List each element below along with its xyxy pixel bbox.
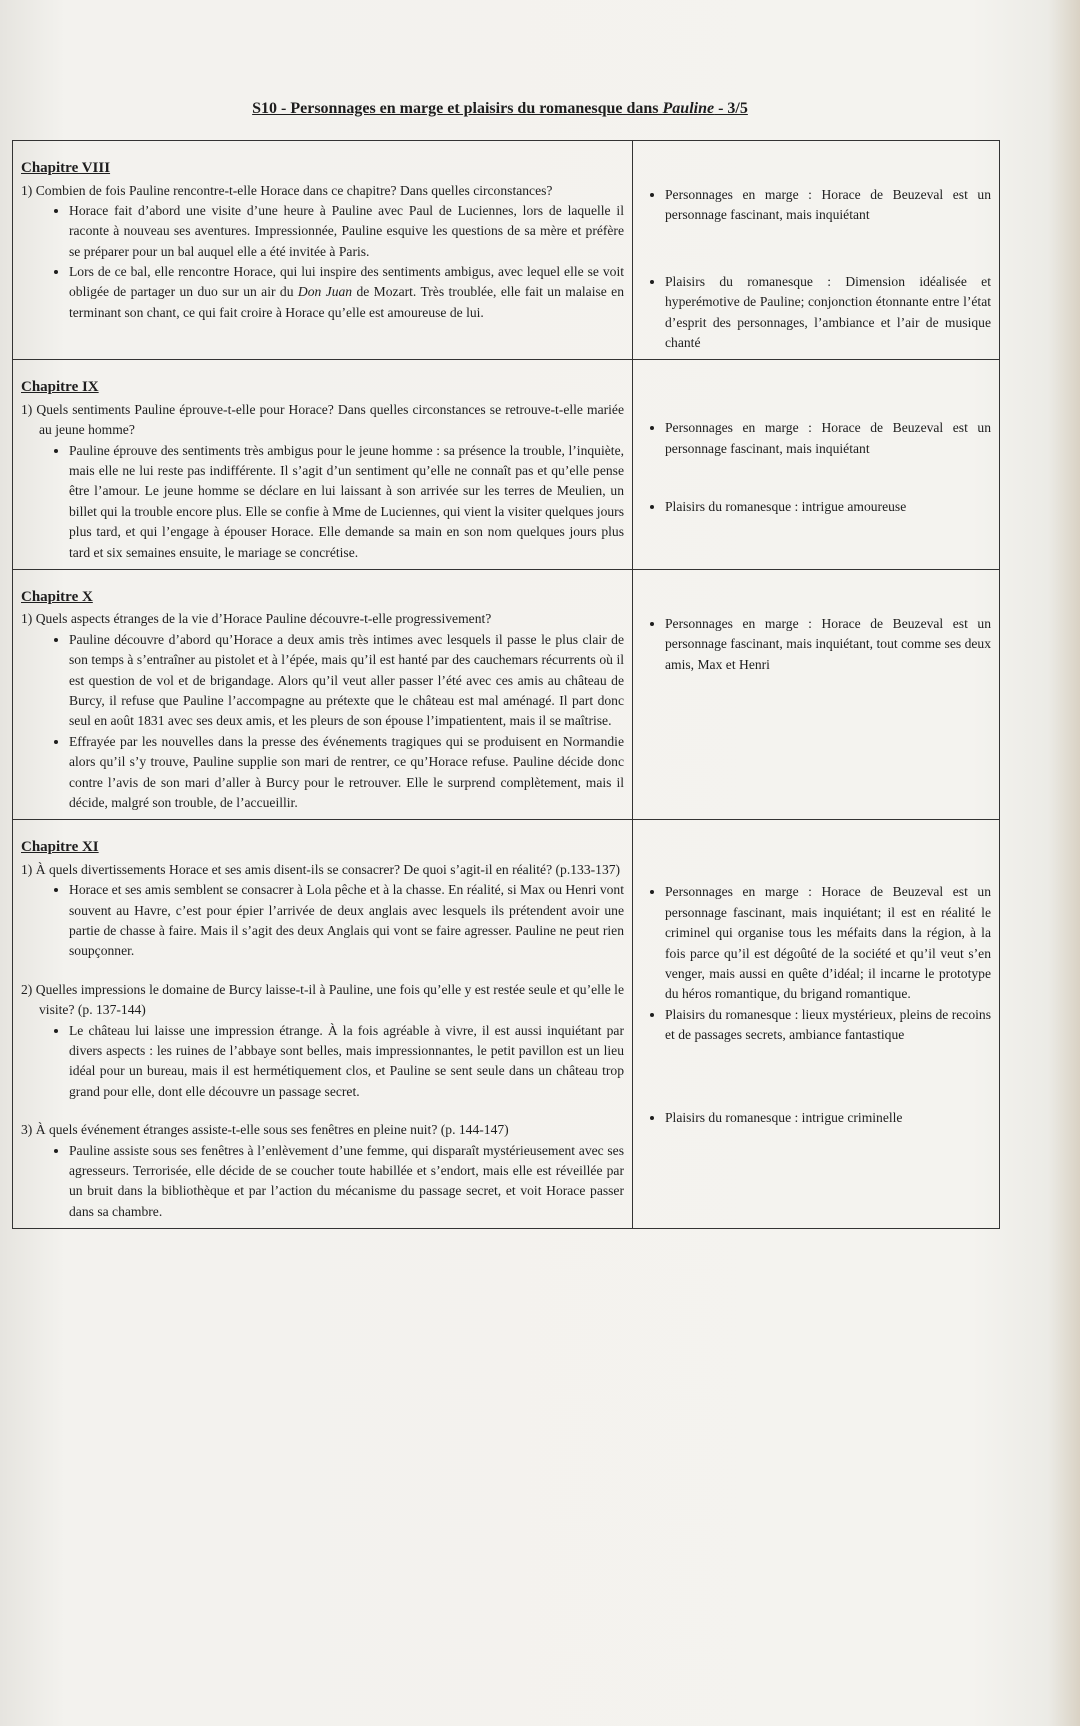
question: 1) Quels sentiments Pauline éprouve-t-elle pour Horace? Dans quelles circonstances se retrouve-t-elle mariée au jeune homme? — [21, 401, 624, 438]
note-bullet: • Plaisirs du romanesque : intrigue criminelle — [665, 1108, 991, 1128]
left-cell — [13, 569, 633, 819]
answer-bullet: • Effrayée par les nouvelles dans la presse des événements tragiques qui se produisent en Normandie alors qu’il s’y trouve, Pauline supplie son mari de rentrer, ce qu’Horace refuse. Pauline décide donc contre l’avis de son mari d’aller à Burcy pour le retrouver. Elle le surprend complètement, mais il décide, malgré son trouble, de l’accueillir. — [69, 732, 624, 814]
left-cell — [13, 360, 633, 570]
page-title: S10 - Personnages en marge et plaisirs du romanesque dans Pauline - 3/5 — [252, 100, 748, 117]
right-cell — [633, 141, 1000, 360]
right-cell — [633, 569, 1000, 819]
title-work: Pauline — [662, 100, 715, 117]
chapter-heading: Chapitre VIII — [21, 160, 111, 176]
study-table — [12, 140, 1000, 1229]
question: 1) À quels divertissements Horace et ses amis disent-ils se consacrer? De quoi s’agit-il en réalité? (p.133-137) — [21, 861, 621, 877]
question: 3) À quels événement étranges assiste-t-elle sous ses fenêtres en pleine nuit? (p. 144-147) — [21, 1122, 509, 1138]
chapter-heading: Chapitre XI — [21, 839, 99, 856]
note-bullet: • Personnages en marge : Horace de Beuzeval est un personnage fascinant, mais inquiétant, tout comme ses deux amis, Max et Henri — [665, 614, 991, 675]
answer-bullet: • Pauline éprouve des sentiments très ambigus pour le jeune homme : sa présence la trouble, l’inquiète, mais elle ne lui reste pas indifférente. Il s’agit d’un sentiment qu’elle ne connaît pas et qu’elle pense être l’amour. Le jeune homme se déclare en lui laissant à son arrivée sur les terres de Meulien, un billet qui la trouble encore plus. Elle se confie à Mme de Luciennes, qui vient la visiter quelques jours plus tard, et qui l’engage à épouser Horace. Elle demande sa main en son nom quelques jours plus tard et six semaines ensuite, le mariage se concrétise. — [69, 441, 624, 563]
note-bullet: • Plaisirs du romanesque : lieux mystérieux, pleins de recoins et de passages secrets, ambiance fantastique — [665, 1005, 991, 1046]
answer-bullet: • Horace et ses amis semblent se consacrer à Lola pêche et à la chasse. En réalité, si Max ou Henri vont souvent au Havre, c’est pour épier l’arrivée de deux anglais avec lesquels ils prétendent avoir une partie de chasse à faire. Mais il s’agit des deux Anglais qui vont se faire agresser. Pauline ne peut rien soupçonner. — [69, 880, 624, 962]
note-bullet: • Plaisirs du romanesque : intrigue amoureuse — [665, 497, 991, 517]
chapter-heading: Chapitre X — [21, 588, 93, 605]
left-cell — [13, 141, 633, 360]
note-bullet: • Personnages en marge : Horace de Beuzeval est un personnage fascinant, mais inquiétant — [665, 418, 991, 459]
answer-bullet: • Le château lui laisse une impression étrange. À la fois agréable à vivre, il est aussi inquiétant par divers aspects : les ruines de l’abbaye sont belles, mais impressionnantes, le petit pavillon est un lieu idéal pour un bureau, mais il est hermétiquement clos, et Pauline se sent seule dans un château trop grand pour elle, dont elle découvre un passage secret. — [69, 1021, 624, 1103]
table-row — [13, 569, 1000, 819]
answer-bullet: • Lors de ce bal, elle rencontre Horace, qui lui inspire des sentiments ambigus, avec lequel elle se voit obligée de partager un duo sur un air du Don Juan de Mozart. Très troublée, elle fait un malaise en terminant son chant, ce qui fait croire à Horace qu’elle est amoureuse de lui. — [69, 262, 624, 323]
answer-bullet: • Pauline assiste sous ses fenêtres à l’enlèvement d’une femme, qui disparaît mystérieusement avec ses agresseurs. Terrorisée, elle décide de se coucher toute habillée et s’endort, mais elle est réveillée par un bruit dans la bibliothèque et par l’action du mécanisme du passage secret, et voit Horace passer dans sa chambre. — [69, 1141, 624, 1223]
table-row — [13, 820, 1000, 1229]
question: 1) Quels aspects étranges de la vie d’Horace Pauline découvre-t-elle progressivement? — [21, 611, 492, 627]
table-row — [13, 360, 1000, 570]
question: 1) Combien de fois Pauline rencontre-t-elle Horace dans ce chapitre? Dans quelles circonstances? — [21, 182, 553, 198]
note-bullet: • Personnages en marge : Horace de Beuzeval est un personnage fascinant, mais inquiétant; il est en réalité le criminel qui organise tous les méfaits dans la région, à la fois parce qu’il est dégoûté de la société et qu’il veut s’en venger, mais aussi en quête d’idéal; il incarne le prototype du héros romantique, du brigand romantique. — [665, 882, 991, 1004]
answer-bullet: • Horace fait d’abord une visite d’une heure à Pauline avec Paul de Luciennes, lors de laquelle il raconte à nouveau ses aventures. Impressionnée, Pauline esquive les questions de sa mère et préfère se préparer pour un bal auquel elle a été invitée à Paris. — [69, 201, 624, 262]
chapter-heading: Chapitre IX — [21, 379, 99, 396]
question: 2) Quelles impressions le domaine de Burcy laisse-t-il à Pauline, une fois qu’elle y est restée seule et qu’elle le visite? (p. 137-144) — [21, 981, 624, 1018]
right-cell — [633, 820, 1000, 1229]
table-row — [13, 141, 1000, 360]
left-cell — [13, 820, 633, 1229]
right-cell — [633, 360, 1000, 570]
note-bullet: • Personnages en marge : Horace de Beuzeval est un personnage fascinant, mais inquiétant — [665, 185, 991, 226]
answer-bullet: • Pauline découvre d’abord qu’Horace a deux amis très intimes avec lesquels il passe le plus clair de son temps à s’entraîner au pistolet et à l’épée, mais qu’il est hanté par des cauchemars récurrents où il est question de vol et de brigandage. Alors qu’il veut aller passer l’été avec ces amis au château de Burcy, il refuse que Pauline l’accompagne au prétexte que le château est mal aménagé. Il part donc seul en août 1831 avec ses deux amis, et les pleurs de son épouse l’impatientent, mais il se maîtrise. — [69, 630, 624, 732]
note-bullet: • Plaisirs du romanesque : Dimension idéalisée et hyperémotive de Pauline; conjonction étonnante entre l’état d’esprit des personnages, l’ambiance et l’air de musique chanté — [665, 272, 991, 354]
